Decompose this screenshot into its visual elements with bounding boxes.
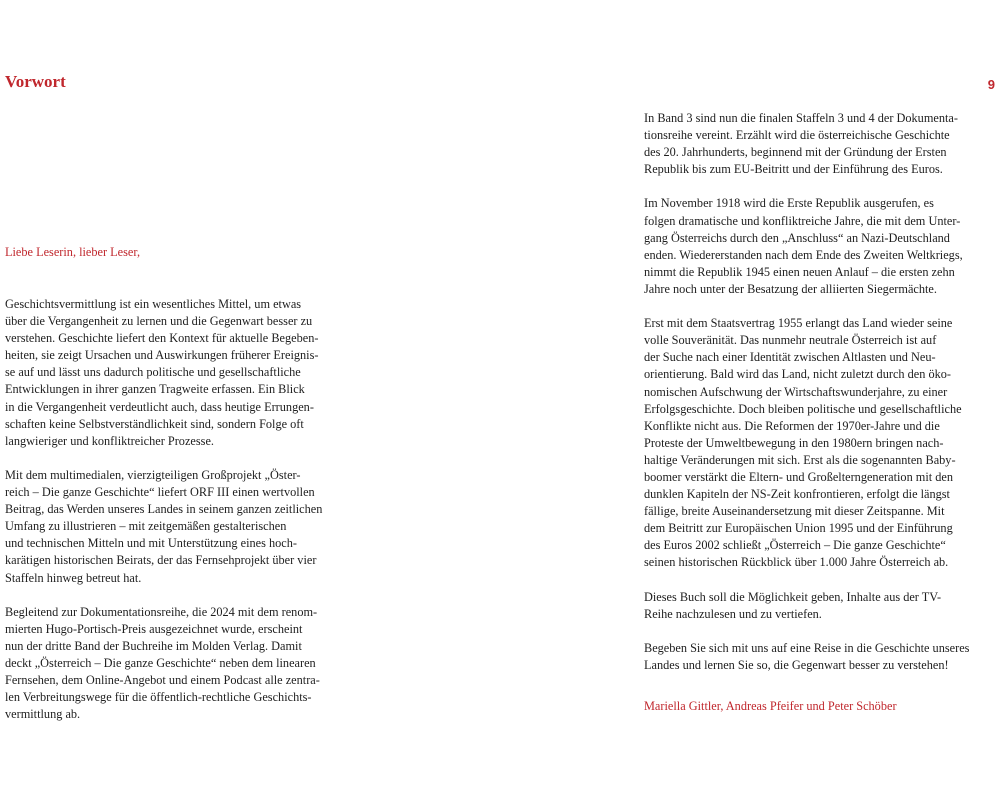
text-line: len Verbreitungswege für die öffentlich-rechtliche Geschichts- xyxy=(5,690,312,705)
text-line: des Euros 2002 schließt „Österreich – Die ganze Geschichte“ xyxy=(644,538,946,553)
text-line: Konflikte nicht aus. Die Reformen der 1970er-Jahre und die xyxy=(644,418,940,433)
text-line: des 20. Jahrhunderts, beginnend mit der Gründung der Ersten xyxy=(644,145,947,160)
paragraph xyxy=(644,195,1000,298)
page-title: Vorwort xyxy=(5,72,66,91)
text-line: und technischen Mitteln und mit Unterstützung eines hoch- xyxy=(5,536,297,551)
text-line: mierten Hugo-Portisch-Preis ausgezeichnet wurde, erscheint xyxy=(5,621,303,636)
paragraph xyxy=(644,110,1000,178)
text-line: Landes und lernen Sie so, die Gegenwart besser zu verstehen! xyxy=(644,658,949,672)
text-line: dem Beitritt zur Europäischen Union 1995 und der Einführung xyxy=(644,521,953,536)
text-line: seinen historischen Rückblick über 1.000 Jahre Österreich ab. xyxy=(644,555,949,570)
text-line: dunklen Kapiteln der NS-Zeit konfrontieren, erfolgt die längst xyxy=(644,487,950,502)
text-line: folgen dramatische und konfliktreiche Jahre, die mit dem Unter- xyxy=(644,213,961,228)
text-line: Mit dem multimedialen, vierzigteiligen Großprojekt „Öster- xyxy=(5,467,301,482)
text-line: heiten, sie zeigt Ursachen und Auswirkungen früherer Ereignis- xyxy=(5,348,319,363)
text-line: Erst mit dem Staatsvertrag 1955 erlangt das Land wieder seine xyxy=(644,316,953,331)
text-line: über die Vergangenheit zu lernen und die Gegenwart besser zu xyxy=(5,314,313,329)
right-text-column xyxy=(644,110,1000,691)
text-line: Republik bis zum EU-Beitritt und der Einführung des Euros. xyxy=(644,162,943,177)
text-line: Begeben Sie sich mit uns auf eine Reise in die Geschichte unseres xyxy=(644,640,970,655)
text-line: nimmt die Republik 1945 einen neuen Anlauf – die ersten zehn xyxy=(644,264,955,279)
text-line: Staffeln hinweg betreut hat. xyxy=(5,570,142,585)
text-line: Proteste der Umweltbewegung in den 1980ern bringen nach- xyxy=(644,435,944,450)
text-line: Entwicklungen in ihrer ganzen Tragweite erfassen. Ein Blick xyxy=(5,382,305,397)
text-line: tionsreihe vereint. Erzählt wird die österreichische Geschichte xyxy=(644,128,950,143)
text-line: Reihe nachzulesen und zu vertiefen. xyxy=(644,606,822,621)
text-line: Jahre noch unter der Besatzung der alliierten Siegermächte. xyxy=(644,281,937,296)
page-number: 9 xyxy=(987,77,995,92)
text-line: schaften keine Selbstverständlichkeit sind, sondern Folge oft xyxy=(5,416,304,431)
paragraph xyxy=(5,604,360,724)
paragraph xyxy=(644,640,1000,674)
text-line: reich – Die ganze Geschichte“ liefert ORF III einen wertvollen xyxy=(5,485,315,500)
paragraph xyxy=(644,315,1000,571)
text-line: Geschichtsvermittlung ist ein wesentliches Mittel, um etwas xyxy=(5,297,302,311)
text-line: Umfang zu illustrieren – mit zeitgemäßen gestalterischen xyxy=(5,519,287,534)
text-line: se auf und lässt uns dadurch politische und gesellschaftliche xyxy=(5,365,301,380)
text-line: enden. Wiedererstanden nach dem Ende des Zweiten Weltkriegs, xyxy=(644,247,963,262)
text-line: In Band 3 sind nun die finalen Staffeln 3 und 4 der Dokumenta- xyxy=(644,111,958,125)
author-signature: Mariella Gittler, Andreas Pfeifer und Peter Schöber xyxy=(644,699,897,713)
left-text-column xyxy=(5,296,360,740)
text-line: karätigen historischen Beirats, der das Fernsehprojekt über vier xyxy=(5,553,317,568)
text-line: Fernsehen, dem Online-Angebot und einem Podcast alle zentra- xyxy=(5,673,320,688)
text-line: nun der dritte Band der Buchreihe im Molden Verlag. Damit xyxy=(5,638,302,653)
text-line: Dieses Buch soll die Möglichkeit geben, Inhalte aus der TV- xyxy=(644,589,942,604)
text-line: langwieriger und konfliktreicher Prozesse. xyxy=(5,433,214,448)
paragraph xyxy=(5,296,360,450)
text-line: nomischen Aufschwung der Wirtschaftswunderjahre, zu einer xyxy=(644,384,948,399)
paragraph xyxy=(5,467,360,587)
text-line: haltige Veränderungen mit sich. Erst als die sogenannten Baby- xyxy=(644,452,956,467)
text-line: vermittlung ab. xyxy=(5,707,81,722)
text-line: boomer verstärkt die Eltern- und Großelterngeneration mit den xyxy=(644,469,954,484)
paragraph xyxy=(644,589,1000,623)
text-line: verstehen. Geschichte liefert den Kontext für aktuelle Begeben- xyxy=(5,331,319,346)
text-line: Begleitend zur Dokumentationsreihe, die 2024 mit dem renom- xyxy=(5,604,318,619)
text-line: Beitrag, das Werden unseres Landes in seinem ganzen zeitlichen xyxy=(5,502,323,517)
text-line: Im November 1918 wird die Erste Republik ausgerufen, es xyxy=(644,196,934,211)
text-line: Erfolgsgeschichte. Doch bleiben politische und gesellschaftliche xyxy=(644,401,962,416)
text-line: fällige, breite Auseinandersetzung mit dieser Zeitspanne. Mit xyxy=(644,504,945,519)
text-line: orientierung. Bald wird das Land, nicht zuletzt durch den öko- xyxy=(644,367,951,382)
text-line: volle Souveränität. Das nunmehr neutrale Österreich ist auf xyxy=(644,333,937,348)
text-line: der Suche nach einer Identität zwischen Altlasten und Neu- xyxy=(644,350,936,365)
text-line: deckt „Österreich – Die ganze Geschichte“ neben dem linearen xyxy=(5,655,316,670)
text-line: gang Österreichs durch den „Anschluss“ an Nazi-Deutschland xyxy=(644,230,950,245)
salutation: Liebe Leserin, lieber Leser, xyxy=(5,245,141,259)
text-line: in die Vergangenheit verdeutlicht auch, dass heutige Errungen- xyxy=(5,399,314,414)
